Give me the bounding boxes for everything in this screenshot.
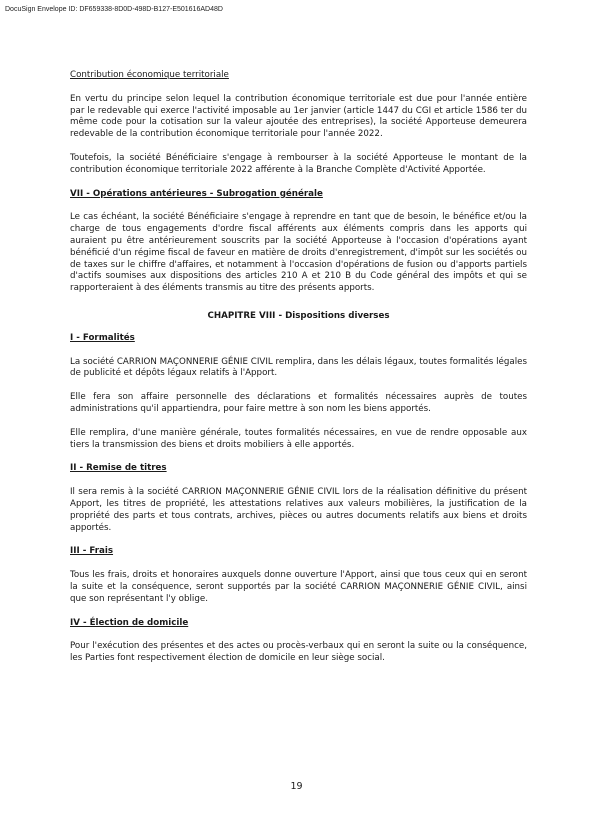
page-number: 19: [290, 781, 303, 792]
section-heading-cet: Contribution économique territoriale: [70, 70, 229, 80]
docusign-envelope-id: DocuSign Envelope ID: DF659338-8D0D-498D-B127-E501616AD48D: [5, 6, 223, 13]
section-heading-iii: III - Frais: [70, 546, 114, 557]
document-body: [70, 70, 527, 665]
section-heading-ii: II - Remise de titres: [70, 463, 167, 474]
paragraph: Elle remplira, d'une manière générale, toutes formalités nécessaires, en vue de rendre opposable aux tiers la transmission des biens et droits mobiliers à elle apportés.: [70, 427, 527, 450]
paragraph: Toutefois, la société Bénéficiaire s'engage à rembourser à la société Apporteuse le montant de la contribution économique territoriale 2022 afférente à la Branche Complète d'Activité Apportée.: [70, 152, 527, 175]
paragraph: Pour l'exécution des présentes et des actes ou procès-verbaux qui en seront la suite ou la conséquence, les Parties font respectivement élection de domicile en leur siège social.: [70, 641, 527, 664]
paragraph: Il sera remis à la société CARRION MAÇONNERIE GÉNIE CIVIL lors de la réalisation définitive du présent Apport, les titres de propriété, les attestations relatives aux valeurs mobilières, la justification de la propriété des parts et tous contrats, archives, pièces ou autres documents relatifs aux biens et droits apportés.: [70, 487, 527, 533]
paragraph: Elle fera son affaire personnelle des déclarations et formalités nécessaires auprès de toutes administrations qu'il appartiendra, pour faire mettre à son nom les biens apportés.: [70, 392, 527, 414]
section-heading-i: I - Formalités: [70, 332, 135, 343]
paragraph: Le cas échéant, la société Bénéficiaire s'engage à reprendre en tant que de besoin, le bénéfice et/ou la charge de tous engagements d'ordre fiscal afférents aux éléments compris dans les apports qui auraient pu être antérieurement souscrits par la société Apporteuse à l'occasion d'opérations ayant bénéficié d'un régime fiscal de faveur en matière de droits d'enregistrement, d'impôt sur les sociétés ou de taxes sur le chiffre d'affaires, et notamment à l'occasion d'opérations de fusion ou d'apports partiels d'actifs soumises aux dispositions des articles 210 A et 210 B du Code général des impôts et qui se rapporteraient à des éléments transmis au titre des présents apports.: [70, 212, 527, 294]
paragraph: La société CARRION MAÇONNERIE GÉNIE CIVIL remplira, dans les délais légaux, toutes formalités légales de publicité et dépôts légaux relatifs à l'Apport.: [70, 356, 527, 379]
paragraph: En vertu du principe selon lequel la contribution économique territoriale est due pour l'année entière par le redevable qui exerce l'activité imposable au 1er janvier (article 1447 du CGI et article 1586 ter du même code pour la cotisation sur la valeur ajoutée des entreprises), la société Apporteuse demeurera redevable de la contribution économique territoriale pour l'année 2022.: [70, 93, 527, 140]
paragraph: Tous les frais, droits et honoraires auxquels donne ouverture l'Apport, ainsi que tous ceux qui en seront la suite et la conséquence, seront supportés par la société CARRION MAÇONNERIE GÉNIE CIVIL, ainsi que son représentant l'y oblige.: [70, 570, 527, 604]
section-heading-iv: IV - Élection de domicile: [70, 617, 189, 628]
chapter-title: CHAPITRE VIII - Dispositions diverses: [207, 310, 390, 321]
section-heading-vii: VII - Opérations antérieures - Subrogation générale: [70, 188, 323, 199]
